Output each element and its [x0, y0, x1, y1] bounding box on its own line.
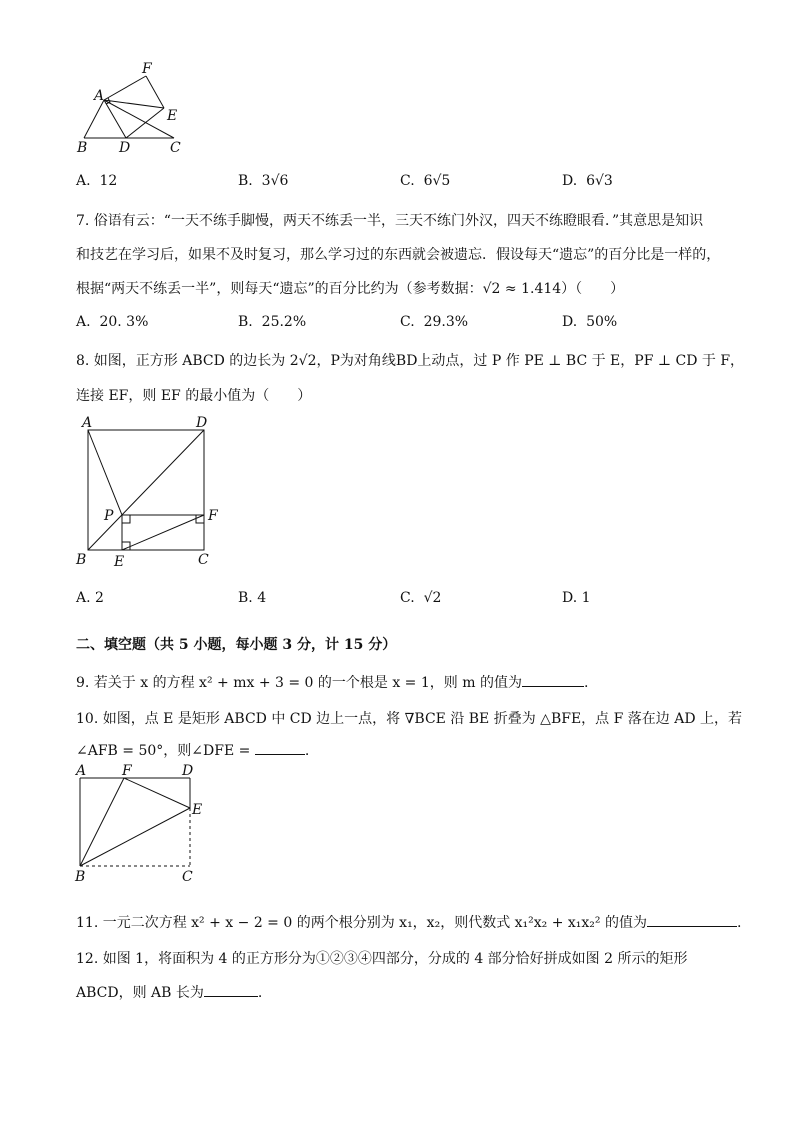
fig8-label-c: C [198, 552, 209, 568]
q8-line-1: 8. 如图，正方形 ABCD 的边长为 2√2，P为对角线BD上动点，过 P 作 PE ⊥ BC 于 E，PF ⊥ CD 于 F， [76, 353, 745, 369]
q11-answer-blank[interactable] [647, 912, 737, 927]
figure-q6 [74, 60, 194, 156]
fig6-label-d: D [119, 140, 131, 156]
q9-end: . [583, 675, 589, 691]
fig8-label-p: P [104, 508, 114, 524]
q7-option-b [238, 314, 306, 330]
q12-line-1: 12. 如图 1，将面积为 4 的正方形分为①②③④四部分，分成的 4 部分恰好拼成如图 2 所示的矩形 [76, 951, 688, 967]
fig8-label-f: F [208, 508, 218, 524]
fig10-label-e: E [192, 802, 203, 818]
q11-end: . [736, 915, 742, 931]
option-letter: A. [76, 173, 91, 189]
fig10-label-f: F [122, 763, 132, 779]
option-value: 25.2% [261, 314, 307, 330]
q7-line-1: 7. 俗语有云：“一天不练手脚慢，两天不练丢一半，三天不练门外汉，四天不练瞪眼看．”其意思是知识 [76, 213, 704, 229]
fig10-label-b: B [75, 869, 86, 885]
option-value: 4 [257, 590, 267, 606]
q10-answer-blank[interactable] [255, 740, 305, 755]
option-letter: B. [238, 590, 253, 606]
fig8-label-d: D [196, 415, 208, 431]
option-letter: D. [562, 590, 578, 606]
fig6-label-e: E [167, 108, 178, 124]
fig8-label-b: B [76, 552, 87, 568]
fig8-label-a: A [82, 415, 93, 431]
q6-option-b [238, 173, 288, 189]
q7-option-a [76, 314, 148, 330]
q8-line-2: 连接 EF，则 EF 的最小值为（ ） [76, 388, 312, 404]
section-heading: 二、填空题（共 5 小题，每小题 3 分，计 15 分） [76, 637, 397, 653]
option-value: 29.3% [423, 314, 469, 330]
q9-text: 9. 若关于 x 的方程 x² + mx + 3 = 0 的一个根是 x = 1，则 m 的值为 [76, 675, 522, 691]
q12-end: . [257, 985, 263, 1001]
fig10-label-a: A [76, 763, 87, 779]
option-letter: A. [76, 314, 91, 330]
fig6-label-b: B [77, 140, 88, 156]
q9-question [76, 672, 588, 692]
figure-q10 [72, 762, 212, 886]
fig8-label-e: E [114, 554, 125, 570]
q7-line-3: 根据“两天不练丢一半”，则每天“遗忘”的百分比约为（参考数据：√2 ≈ 1.414）（ ） [76, 281, 625, 297]
q9-answer-blank[interactable] [522, 672, 584, 687]
q11-question [76, 912, 741, 932]
option-letter: D. [562, 314, 578, 330]
q6-option-d [562, 173, 613, 189]
fig6-label-c: C [170, 140, 181, 156]
option-letter: C. [400, 314, 415, 330]
q7-line-2: 和技艺在学习后，如果不及时复习，那么学习过的东西就会被遗忘．假设每天“遗忘”的百分比是一样的， [76, 247, 721, 263]
q10-text: ∠AFB = 50°，则∠DFE = [76, 743, 251, 759]
q7-option-d [562, 314, 617, 330]
option-letter: D. [562, 173, 578, 189]
q7-option-c [400, 314, 468, 330]
q8-option-c [400, 590, 441, 606]
option-value: 20. 3% [99, 314, 149, 330]
fig10-label-d: D [182, 763, 194, 779]
q12-text: ABCD，则 AB 长为 [76, 985, 204, 1001]
q6-option-c [400, 173, 450, 189]
q8-option-a [76, 590, 104, 606]
option-value: 1 [581, 590, 591, 606]
option-value: 6√3 [586, 173, 613, 189]
option-letter: A. [76, 590, 91, 606]
option-value: 12 [99, 173, 118, 189]
q10-end: . [304, 743, 310, 759]
fig10-label-c: C [182, 869, 193, 885]
fig6-label-f: F [142, 61, 152, 77]
option-letter: B. [238, 314, 253, 330]
option-letter: C. [400, 590, 415, 606]
q8-option-b [238, 590, 266, 606]
q12-line-2 [76, 982, 262, 1002]
option-value: √2 [423, 590, 442, 606]
option-value: 50% [586, 314, 618, 330]
figure-q8 [74, 414, 224, 572]
option-value: 2 [95, 590, 104, 606]
q8-option-d [562, 590, 591, 606]
q6-option-a [76, 173, 117, 189]
q10-line-1: 10. 如图，点 E 是矩形 ABCD 中 CD 边上一点，将 ∇BCE 沿 BE 折叠为 △BFE，点 F 落在边 AD 上，若 [76, 711, 743, 727]
option-value: 3√6 [261, 173, 289, 189]
q11-text: 11. 一元二次方程 x² + x − 2 = 0 的两个根分别为 x₁，x₂，则代数式 x₁²x₂ + x₁x₂² 的值为 [76, 915, 647, 931]
option-letter: B. [238, 173, 253, 189]
q12-answer-blank[interactable] [204, 982, 258, 997]
option-value: 6√5 [423, 173, 451, 189]
fig6-label-a: A [94, 88, 105, 104]
option-letter: C. [400, 173, 415, 189]
q10-line-2 [76, 740, 309, 760]
